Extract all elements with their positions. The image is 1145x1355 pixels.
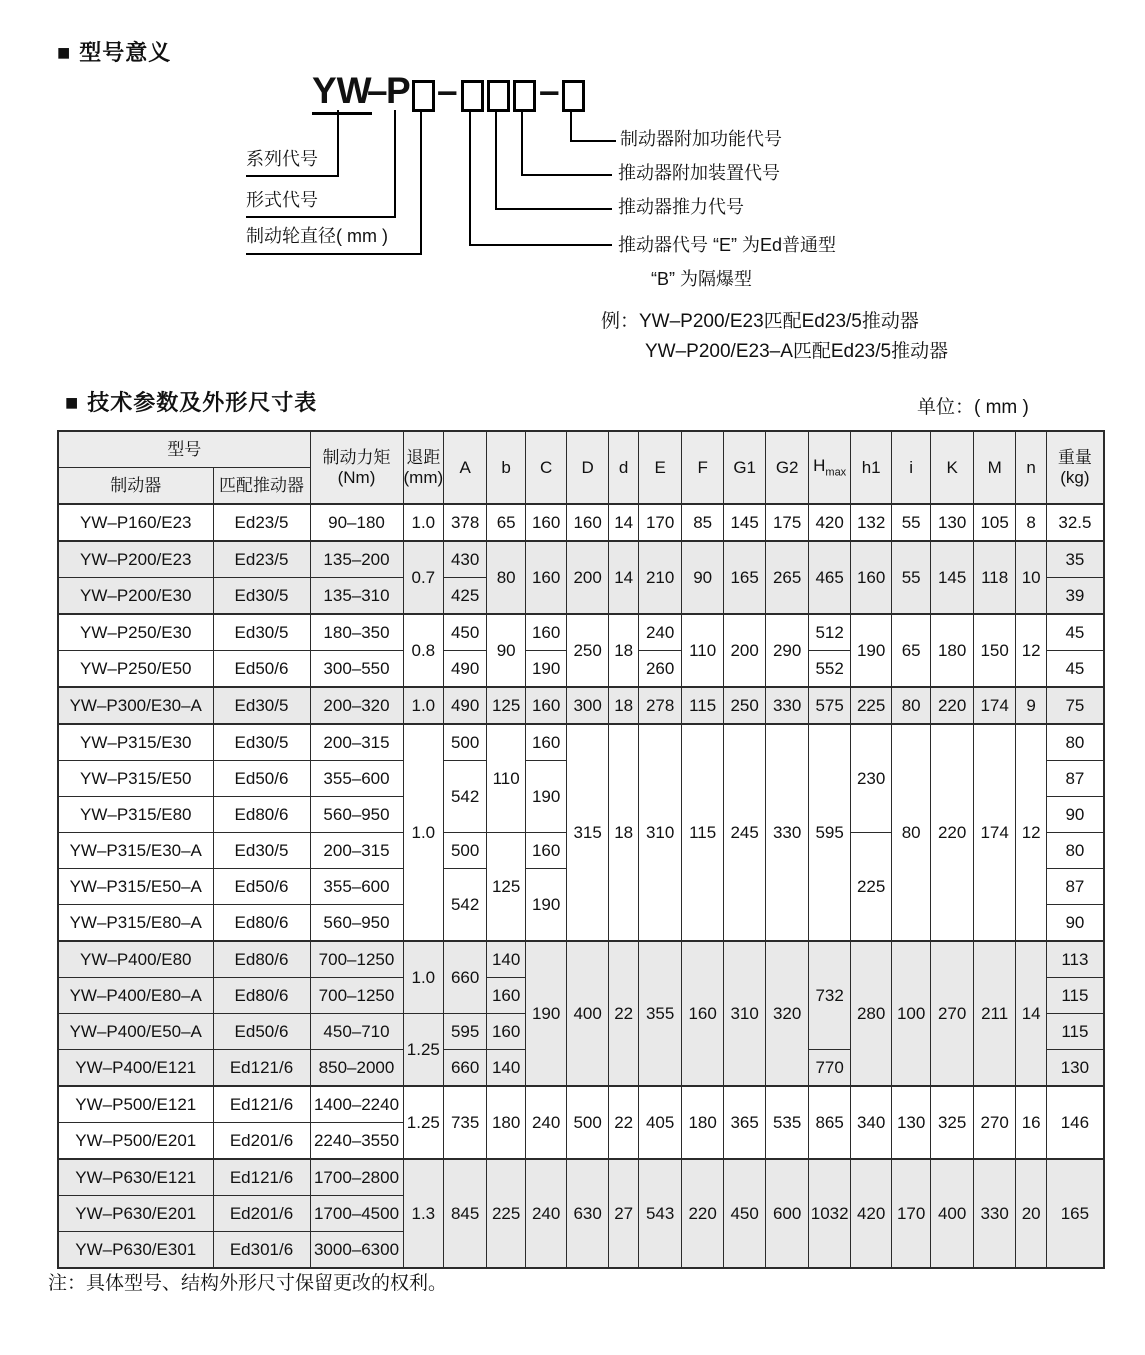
table-cell: 75 bbox=[1047, 687, 1104, 724]
table-cell: 9 bbox=[1016, 687, 1047, 724]
table-cell: 450–710 bbox=[310, 1014, 403, 1050]
table-cell: 260 bbox=[639, 651, 682, 688]
table-cell: 180 bbox=[931, 614, 974, 687]
table-cell: 355–600 bbox=[310, 869, 403, 905]
table-cell: 1700–4500 bbox=[310, 1196, 403, 1232]
col-header-gap-line1: 退距 bbox=[406, 447, 441, 467]
table-cell: 135–200 bbox=[310, 541, 403, 578]
table-cell: 735 bbox=[444, 1086, 487, 1159]
table-cell: 180 bbox=[682, 1086, 724, 1159]
table-cell: 430 bbox=[444, 541, 487, 578]
table-row bbox=[58, 1159, 1104, 1196]
model-box-thruster-force bbox=[487, 80, 510, 112]
table-row bbox=[58, 941, 1104, 978]
col-header-K: K bbox=[931, 431, 974, 504]
table-cell: 118 bbox=[974, 541, 1016, 614]
label-wheel-diameter: 制动轮直径( mm ) bbox=[246, 226, 388, 246]
table-cell: 560–950 bbox=[310, 797, 403, 833]
table-cell: 865 bbox=[809, 1086, 851, 1159]
table-cell: 170 bbox=[892, 1159, 931, 1268]
table-cell: 310 bbox=[639, 724, 682, 941]
table-cell: 0.8 bbox=[403, 614, 444, 687]
table-cell: 45 bbox=[1047, 651, 1104, 688]
table-cell: 160 bbox=[526, 687, 567, 724]
table-cell: 190 bbox=[526, 651, 567, 688]
table-cell: 22 bbox=[609, 1086, 639, 1159]
table-cell: 200 bbox=[567, 541, 609, 614]
table-cell: 225 bbox=[851, 833, 892, 942]
table-cell: 90 bbox=[1047, 905, 1104, 942]
model-box-brake-function bbox=[562, 80, 585, 112]
table-cell: 600 bbox=[766, 1159, 809, 1268]
table-cell: 174 bbox=[974, 724, 1016, 941]
table-cell: 420 bbox=[851, 1159, 892, 1268]
table-cell: 190 bbox=[526, 941, 567, 1086]
table-cell: Ed30/5 bbox=[213, 724, 310, 761]
table-cell: YW–P315/E80–A bbox=[58, 905, 213, 942]
col-header-A: A bbox=[444, 431, 487, 504]
table-cell: 160 bbox=[526, 833, 567, 869]
table-cell: 225 bbox=[851, 687, 892, 724]
table-cell: 130 bbox=[931, 504, 974, 541]
table-cell: Ed50/6 bbox=[213, 651, 310, 688]
table-cell: Ed121/6 bbox=[213, 1159, 310, 1196]
table-cell: 290 bbox=[766, 614, 809, 687]
table-cell: 12 bbox=[1016, 614, 1047, 687]
table-cell: 542 bbox=[444, 869, 487, 942]
table-cell: 14 bbox=[1016, 941, 1047, 1086]
table-cell: YW–P400/E121 bbox=[58, 1050, 213, 1087]
table-cell: 660 bbox=[444, 941, 487, 1014]
table-cell: 200–320 bbox=[310, 687, 403, 724]
example-line-2: YW–P200/E23–A匹配Ed23/5推动器 bbox=[645, 341, 949, 362]
model-box-thruster-device bbox=[513, 80, 536, 112]
col-header-model-group: 型号 bbox=[58, 431, 310, 468]
table-cell: 190 bbox=[526, 761, 567, 833]
model-box-thruster-code bbox=[461, 80, 484, 112]
section-title-specs bbox=[65, 386, 317, 417]
table-cell: 560–950 bbox=[310, 905, 403, 942]
table-cell: 80 bbox=[892, 687, 931, 724]
label-thruster-code: 推动器代号 “E” 为Ed普通型 bbox=[618, 235, 837, 255]
table-cell: Ed201/6 bbox=[213, 1123, 310, 1160]
table-cell: 113 bbox=[1047, 941, 1104, 978]
table-cell: 160 bbox=[487, 1014, 526, 1050]
table-cell: 160 bbox=[526, 504, 567, 541]
table-cell: YW–P630/E201 bbox=[58, 1196, 213, 1232]
table-cell: 450 bbox=[444, 614, 487, 651]
table-cell: 90–180 bbox=[310, 504, 403, 541]
table-cell: 160 bbox=[682, 941, 724, 1086]
table-cell: YW–P630/E121 bbox=[58, 1159, 213, 1196]
table-cell: 240 bbox=[526, 1159, 567, 1268]
table-cell: 1.3 bbox=[403, 1159, 444, 1268]
table-cell: 450 bbox=[724, 1159, 766, 1268]
table-cell: Ed80/6 bbox=[213, 941, 310, 978]
col-header-brake: 制动器 bbox=[58, 468, 213, 505]
table-cell: YW–P315/E50–A bbox=[58, 869, 213, 905]
col-header-M: M bbox=[974, 431, 1016, 504]
table-cell: 160 bbox=[851, 541, 892, 614]
table-cell: 320 bbox=[766, 941, 809, 1086]
table-cell: 700–1250 bbox=[310, 941, 403, 978]
table-cell: 190 bbox=[526, 869, 567, 942]
table-cell: YW–P630/E301 bbox=[58, 1232, 213, 1269]
model-dash: – bbox=[437, 70, 458, 111]
table-cell: 595 bbox=[809, 724, 851, 941]
example-line-1: 例：YW–P200/E23匹配Ed23/5推动器 bbox=[601, 311, 919, 332]
table-cell: 130 bbox=[892, 1086, 931, 1159]
col-header-b: b bbox=[487, 431, 526, 504]
table-cell: YW–P500/E201 bbox=[58, 1123, 213, 1160]
label-form-code: 形式代号 bbox=[246, 190, 318, 210]
table-cell: 65 bbox=[892, 614, 931, 687]
table-cell: 1400–2240 bbox=[310, 1086, 403, 1123]
table-cell: 250 bbox=[567, 614, 609, 687]
table-cell: 543 bbox=[639, 1159, 682, 1268]
model-code-diagram bbox=[0, 0, 1145, 370]
table-cell: 500 bbox=[567, 1086, 609, 1159]
table-cell: Ed30/5 bbox=[213, 578, 310, 615]
table-cell: 845 bbox=[444, 1159, 487, 1268]
table-cell: 140 bbox=[487, 941, 526, 978]
table-cell: 0.7 bbox=[403, 541, 444, 614]
table-cell: YW–P400/E50–A bbox=[58, 1014, 213, 1050]
col-header-gap bbox=[403, 431, 444, 504]
table-cell: Ed30/5 bbox=[213, 614, 310, 651]
table-cell: 465 bbox=[809, 541, 851, 614]
label-thruster-code-line2: “B” 为隔爆型 bbox=[651, 269, 752, 289]
black-square-icon: ■ bbox=[57, 40, 72, 65]
table-cell: 400 bbox=[931, 1159, 974, 1268]
section-title-text: 型号意义 bbox=[79, 40, 172, 65]
table-body bbox=[58, 504, 1104, 1268]
table-cell: YW–P200/E23 bbox=[58, 541, 213, 578]
table-cell: 90 bbox=[682, 541, 724, 614]
hmax-base: H bbox=[813, 455, 826, 475]
table-cell: Ed23/5 bbox=[213, 541, 310, 578]
col-header-G2: G2 bbox=[766, 431, 809, 504]
table-cell: 8 bbox=[1016, 504, 1047, 541]
table-cell: 145 bbox=[724, 504, 766, 541]
table-cell: 1.0 bbox=[403, 941, 444, 1014]
table-cell: 575 bbox=[809, 687, 851, 724]
table-cell: 2240–3550 bbox=[310, 1123, 403, 1160]
table-cell: 211 bbox=[974, 941, 1016, 1086]
col-header-torque-line1: 制动力矩 bbox=[322, 447, 391, 467]
table-cell: 110 bbox=[682, 614, 724, 687]
table-cell: 420 bbox=[809, 504, 851, 541]
black-square-icon: ■ bbox=[65, 390, 80, 415]
table-header-row-1 bbox=[58, 431, 1104, 468]
table-cell: 542 bbox=[444, 761, 487, 833]
table-cell: 18 bbox=[609, 687, 639, 724]
table-cell: 378 bbox=[444, 504, 487, 541]
table-cell: 850–2000 bbox=[310, 1050, 403, 1087]
table-cell: 200–315 bbox=[310, 833, 403, 869]
col-header-torque-line2: (Nm) bbox=[337, 467, 376, 487]
table-cell: 165 bbox=[724, 541, 766, 614]
table-cell: 39 bbox=[1047, 578, 1104, 615]
table-cell: Ed23/5 bbox=[213, 504, 310, 541]
label-thruster-force-code: 推动器推力代号 bbox=[618, 197, 744, 217]
table-cell: 145 bbox=[931, 541, 974, 614]
table-cell: 87 bbox=[1047, 869, 1104, 905]
table-cell: 12 bbox=[1016, 724, 1047, 941]
table-cell: 200 bbox=[724, 614, 766, 687]
table-cell: 87 bbox=[1047, 761, 1104, 797]
table-cell: YW–P200/E30 bbox=[58, 578, 213, 615]
table-cell: 125 bbox=[487, 833, 526, 942]
table-cell: 175 bbox=[766, 504, 809, 541]
model-dash: – bbox=[367, 70, 388, 111]
col-header-weight bbox=[1047, 431, 1104, 504]
table-cell: 55 bbox=[892, 541, 931, 614]
table-cell: 595 bbox=[444, 1014, 487, 1050]
table-cell: YW–P250/E30 bbox=[58, 614, 213, 651]
col-header-G1: G1 bbox=[724, 431, 766, 504]
table-cell: YW–P315/E80 bbox=[58, 797, 213, 833]
spec-table bbox=[57, 430, 1105, 1269]
table-row bbox=[58, 1086, 1104, 1123]
table-cell: 1.0 bbox=[403, 504, 444, 541]
table-cell: 1.25 bbox=[403, 1086, 444, 1159]
table-cell: 1.0 bbox=[403, 687, 444, 724]
table-cell: 310 bbox=[724, 941, 766, 1086]
table-cell: 210 bbox=[639, 541, 682, 614]
table-cell: 225 bbox=[487, 1159, 526, 1268]
table-cell: 35 bbox=[1047, 541, 1104, 578]
table-cell: 700–1250 bbox=[310, 978, 403, 1014]
table-cell: 190 bbox=[851, 614, 892, 687]
table-cell: 146 bbox=[1047, 1086, 1104, 1159]
col-header-torque bbox=[310, 431, 403, 504]
table-cell: 80 bbox=[1047, 833, 1104, 869]
table-cell: 14 bbox=[609, 541, 639, 614]
col-header-F: F bbox=[682, 431, 724, 504]
table-row bbox=[58, 541, 1104, 578]
table-cell: YW–P400/E80–A bbox=[58, 978, 213, 1014]
table-cell: 55 bbox=[892, 504, 931, 541]
table-cell: 552 bbox=[809, 651, 851, 688]
table-cell: 180 bbox=[487, 1086, 526, 1159]
table-cell: Ed301/6 bbox=[213, 1232, 310, 1269]
table-cell: 132 bbox=[851, 504, 892, 541]
table-cell: 160 bbox=[526, 541, 567, 614]
table-cell: 405 bbox=[639, 1086, 682, 1159]
model-dash: – bbox=[539, 70, 560, 111]
table-cell: 90 bbox=[1047, 797, 1104, 833]
table-cell: 630 bbox=[567, 1159, 609, 1268]
table-cell: Ed50/6 bbox=[213, 1014, 310, 1050]
table-cell: 160 bbox=[526, 614, 567, 651]
table-cell: 32.5 bbox=[1047, 504, 1104, 541]
table-cell: 230 bbox=[851, 724, 892, 833]
table-cell: 220 bbox=[931, 724, 974, 941]
table-cell: 14 bbox=[609, 504, 639, 541]
table-cell: 160 bbox=[487, 978, 526, 1014]
section-title-text: 技术参数及外形尺寸表 bbox=[87, 390, 318, 415]
table-cell: 512 bbox=[809, 614, 851, 651]
table-cell: 110 bbox=[487, 724, 526, 833]
table-cell: 278 bbox=[639, 687, 682, 724]
table-cell: 165 bbox=[1047, 1159, 1104, 1268]
table-header bbox=[58, 431, 1104, 504]
table-cell: YW–P300/E30–A bbox=[58, 687, 213, 724]
table-cell: 22 bbox=[609, 941, 639, 1086]
table-cell: 3000–6300 bbox=[310, 1232, 403, 1269]
table-cell: 130 bbox=[1047, 1050, 1104, 1087]
table-cell: 400 bbox=[567, 941, 609, 1086]
table-cell: YW–P500/E121 bbox=[58, 1086, 213, 1123]
table-cell: 125 bbox=[487, 687, 526, 724]
table-cell: 85 bbox=[682, 504, 724, 541]
table-cell: 500 bbox=[444, 833, 487, 869]
table-cell: YW–P250/E50 bbox=[58, 651, 213, 688]
table-cell: 535 bbox=[766, 1086, 809, 1159]
table-cell: 300 bbox=[567, 687, 609, 724]
table-cell: 100 bbox=[892, 941, 931, 1086]
table-cell: 770 bbox=[809, 1050, 851, 1087]
table-cell: 330 bbox=[766, 687, 809, 724]
col-header-h1: h1 bbox=[851, 431, 892, 504]
table-cell: 10 bbox=[1016, 541, 1047, 614]
table-cell: 90 bbox=[487, 614, 526, 687]
table-cell: 1.0 bbox=[403, 724, 444, 941]
table-cell: 280 bbox=[851, 941, 892, 1086]
table-cell: 340 bbox=[851, 1086, 892, 1159]
col-header-i: i bbox=[892, 431, 931, 504]
table-cell: YW–P315/E30–A bbox=[58, 833, 213, 869]
table-cell: 330 bbox=[974, 1159, 1016, 1268]
table-cell: 355 bbox=[639, 941, 682, 1086]
table-cell: 115 bbox=[1047, 978, 1104, 1014]
table-cell: 490 bbox=[444, 687, 487, 724]
unit-label: 单位：( mm ) bbox=[917, 397, 1029, 418]
table-cell: 325 bbox=[931, 1086, 974, 1159]
table-cell: 425 bbox=[444, 578, 487, 615]
col-header-C: C bbox=[526, 431, 567, 504]
table-cell: Ed80/6 bbox=[213, 797, 310, 833]
model-box-diameter bbox=[412, 80, 435, 112]
table-cell: 115 bbox=[1047, 1014, 1104, 1050]
table-cell: 220 bbox=[682, 1159, 724, 1268]
table-cell: YW–P315/E50 bbox=[58, 761, 213, 797]
table-cell: 365 bbox=[724, 1086, 766, 1159]
col-header-n: n bbox=[1016, 431, 1047, 504]
col-header-weight-line2: (kg) bbox=[1060, 467, 1090, 487]
table-cell: 245 bbox=[724, 724, 766, 941]
hmax-sub: max bbox=[825, 466, 847, 479]
table-row bbox=[58, 614, 1104, 651]
table-cell: 270 bbox=[931, 941, 974, 1086]
col-header-gap-line2: (mm) bbox=[403, 467, 444, 487]
table-cell: 315 bbox=[567, 724, 609, 941]
table-cell: 330 bbox=[766, 724, 809, 941]
table-cell: 140 bbox=[487, 1050, 526, 1087]
table-cell: YW–P315/E30 bbox=[58, 724, 213, 761]
table-cell: Ed30/5 bbox=[213, 687, 310, 724]
table-cell: 1.25 bbox=[403, 1014, 444, 1087]
table-row bbox=[58, 504, 1104, 541]
table-cell: 80 bbox=[487, 541, 526, 614]
table-cell: 115 bbox=[682, 724, 724, 941]
table-cell: 732 bbox=[809, 941, 851, 1050]
table-cell: Ed121/6 bbox=[213, 1050, 310, 1087]
table-cell: 1700–2800 bbox=[310, 1159, 403, 1196]
table-cell: 490 bbox=[444, 651, 487, 688]
table-cell: 1032 bbox=[809, 1159, 851, 1268]
table-cell: 180–350 bbox=[310, 614, 403, 651]
label-thruster-extra-device: 推动器附加装置代号 bbox=[618, 163, 780, 183]
table-cell: 80 bbox=[892, 724, 931, 941]
model-series-prefix: YW bbox=[312, 72, 372, 115]
connector-line-thruster-code bbox=[469, 110, 612, 246]
table-cell: 16 bbox=[1016, 1086, 1047, 1159]
col-header-weight-line1: 重量 bbox=[1057, 447, 1092, 467]
table-cell: Ed30/5 bbox=[213, 833, 310, 869]
table-cell: 220 bbox=[931, 687, 974, 724]
table-cell: 240 bbox=[639, 614, 682, 651]
table-cell: 300–550 bbox=[310, 651, 403, 688]
table-row bbox=[58, 724, 1104, 761]
table-cell: 265 bbox=[766, 541, 809, 614]
col-header-D: D bbox=[567, 431, 609, 504]
table-cell: 18 bbox=[609, 724, 639, 941]
table-cell: Ed80/6 bbox=[213, 905, 310, 942]
table-row bbox=[58, 687, 1104, 724]
col-header-thruster: 匹配推动器 bbox=[213, 468, 310, 505]
table-cell: 240 bbox=[526, 1086, 567, 1159]
table-cell: Ed50/6 bbox=[213, 761, 310, 797]
table-cell: 80 bbox=[1047, 724, 1104, 761]
table-cell: 174 bbox=[974, 687, 1016, 724]
table-cell: 200–315 bbox=[310, 724, 403, 761]
table-cell: YW–P400/E80 bbox=[58, 941, 213, 978]
table-cell: 160 bbox=[526, 724, 567, 761]
table-cell: 150 bbox=[974, 614, 1016, 687]
table-cell: Ed50/6 bbox=[213, 869, 310, 905]
label-brake-extra-function: 制动器附加功能代号 bbox=[620, 129, 782, 149]
table-cell: 27 bbox=[609, 1159, 639, 1268]
table-cell: 160 bbox=[567, 504, 609, 541]
model-form-letter: P bbox=[386, 70, 411, 111]
table-cell: 660 bbox=[444, 1050, 487, 1087]
table-cell: 500 bbox=[444, 724, 487, 761]
table-cell: 270 bbox=[974, 1086, 1016, 1159]
col-header-Hmax bbox=[809, 431, 851, 504]
table-cell: 135–310 bbox=[310, 578, 403, 615]
table-cell: 18 bbox=[609, 614, 639, 687]
table-cell: Ed201/6 bbox=[213, 1196, 310, 1232]
table-cell: 105 bbox=[974, 504, 1016, 541]
footnote: 注：具体型号、结构外形尺寸保留更改的权利。 bbox=[48, 1273, 448, 1294]
table-cell: 250 bbox=[724, 687, 766, 724]
table-cell: Ed80/6 bbox=[213, 978, 310, 1014]
table-cell: 170 bbox=[639, 504, 682, 541]
col-header-E: E bbox=[639, 431, 682, 504]
table-cell: 65 bbox=[487, 504, 526, 541]
table-cell: 355–600 bbox=[310, 761, 403, 797]
table-cell: 45 bbox=[1047, 614, 1104, 651]
table-cell: YW–P160/E23 bbox=[58, 504, 213, 541]
label-series-code: 系列代号 bbox=[246, 149, 318, 169]
table-cell: 115 bbox=[682, 687, 724, 724]
table-cell: Ed121/6 bbox=[213, 1086, 310, 1123]
col-header-d: d bbox=[609, 431, 639, 504]
table-cell: 20 bbox=[1016, 1159, 1047, 1268]
